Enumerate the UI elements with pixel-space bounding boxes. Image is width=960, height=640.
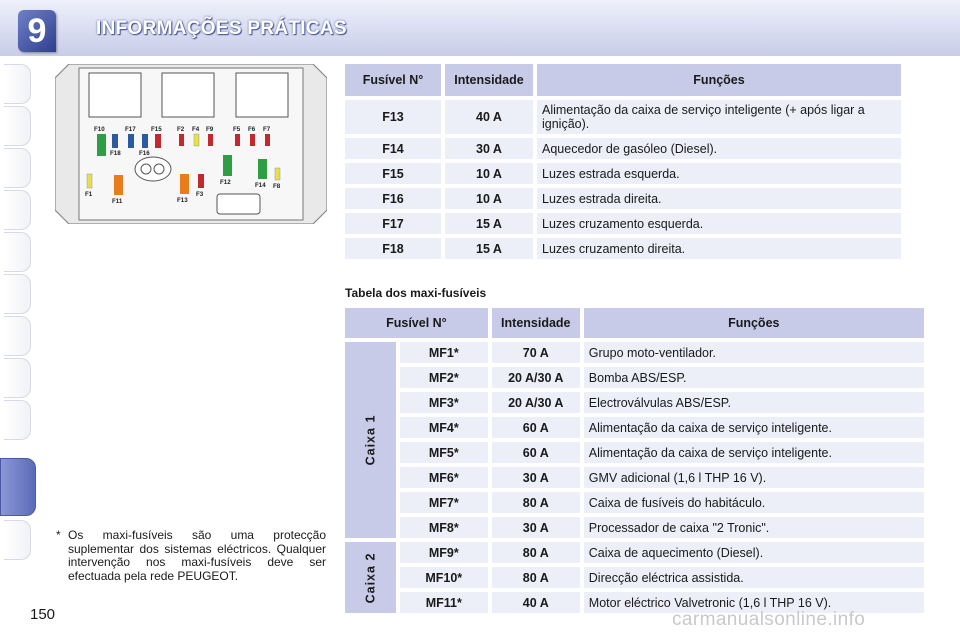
footnote-text: Os maxi-fusíveis são uma protecção suplementar dos sistemas eléctricos. Qualquer intervenção nos maxi-fusíveis deve ser efectuada pela rede PEUGEOT.: [68, 528, 326, 583]
fuse-number: MF1*: [400, 342, 488, 363]
fuse-label-f5: F5: [233, 126, 241, 133]
table-row: [345, 367, 924, 388]
header-bar: [0, 0, 960, 56]
fuse-amperage: 80 A: [492, 567, 580, 588]
fuse-label-f2: F2: [177, 126, 185, 133]
fuse-f5-icon: [235, 134, 240, 146]
box-2-label: Caixa 2: [363, 552, 378, 603]
table-row: [345, 492, 924, 513]
fuse-function: Luzes cruzamento esquerda.: [537, 213, 901, 234]
fuse-label-f13: F13: [177, 197, 188, 204]
fuse-f6-icon: [250, 134, 255, 146]
fuse-label-f1: F1: [85, 191, 93, 198]
fuse-f17-icon: [128, 134, 134, 148]
fuse-function: Motor eléctrico Valvetronic (1,6 l THP 16 V).: [584, 592, 924, 613]
fuse-number: F14: [345, 138, 441, 159]
fuse-number: F15: [345, 163, 441, 184]
fuse-function: GMV adicional (1,6 l THP 16 V).: [584, 467, 924, 488]
fuse-label-f18: F18: [110, 150, 121, 157]
fuse-function: Aquecedor de gasóleo (Diesel).: [537, 138, 901, 159]
fuse-label-f7: F7: [263, 126, 271, 133]
fuse-number: F17: [345, 213, 441, 234]
fuse-f14-icon: [258, 159, 267, 179]
fuse-f7-icon: [265, 134, 270, 146]
table-row: [345, 138, 901, 159]
fuse-number: MF7*: [400, 492, 488, 513]
fuse-amperage: 80 A: [492, 492, 580, 513]
chapter-tab-7[interactable]: [4, 316, 31, 356]
fuse-function: Alimentação da caixa de serviço inteligente (+ após ligar a ignição).: [537, 100, 901, 134]
fuse-function: Alimentação da caixa de serviço inteligente.: [584, 442, 924, 463]
table-row: [345, 238, 901, 259]
fuse-f9-icon: [208, 134, 213, 146]
fuse-f15-icon: [155, 134, 161, 148]
fuse-number: F16: [345, 188, 441, 209]
fuse-function: Caixa de fusíveis do habitáculo.: [584, 492, 924, 513]
fuse-f1-icon: [87, 174, 92, 188]
chapter-tab-5[interactable]: [4, 232, 31, 272]
fuse-amperage: 40 A: [492, 592, 580, 613]
maxi-fuse-table-title: Tabela dos maxi-fusíveis: [345, 286, 487, 300]
fuse-amperage: 30 A: [492, 517, 580, 538]
table-row: [345, 542, 924, 563]
fuse-f11-icon: [114, 175, 123, 195]
table-row: [345, 100, 901, 134]
table-row: [345, 417, 924, 438]
chapter-tab-1[interactable]: [4, 64, 31, 104]
fuse-function: Bomba ABS/ESP.: [584, 367, 924, 388]
chapter-tab-3[interactable]: [4, 148, 31, 188]
fuse-amperage: 20 A/30 A: [492, 392, 580, 413]
table-header-row: [345, 308, 924, 338]
chapter-title: INFORMAÇÕES PRÁTICAS: [96, 18, 347, 39]
fuse-label-f15: F15: [151, 126, 162, 133]
box-1-cell: [345, 342, 396, 538]
column-header: Fusível N°: [345, 308, 488, 338]
fuse-function: Luzes estrada direita.: [537, 188, 901, 209]
box-1-label: Caixa 1: [363, 414, 378, 466]
fuse-number: MF11*: [400, 592, 488, 613]
fuse-amperage: 60 A: [492, 417, 580, 438]
footnote-marker: *: [56, 528, 61, 542]
fuse-label-f14: F14: [255, 182, 266, 189]
fuse-function: Luzes estrada esquerda.: [537, 163, 901, 184]
fuse-label-f16: F16: [139, 150, 150, 157]
chapter-tab-9[interactable]: [4, 400, 31, 440]
page-number: 150: [30, 606, 56, 623]
fuse-function: Processador de caixa "2 Tronic".: [584, 517, 924, 538]
chapter-tab-active[interactable]: [0, 458, 36, 516]
fuse-amperage: 30 A: [492, 467, 580, 488]
fuse-label-f10: F10: [94, 126, 105, 133]
box-2-cell: [345, 542, 396, 613]
fuse-f2-icon: [179, 134, 184, 146]
fuse-label-f11: F11: [112, 198, 123, 205]
table-row: [345, 442, 924, 463]
fuse-amperage: 60 A: [492, 442, 580, 463]
maxi-fuse-table: [341, 304, 928, 617]
column-header: Intensidade: [492, 308, 580, 338]
chapter-tab-2[interactable]: [4, 106, 31, 146]
fuse-number: MF2*: [400, 367, 488, 388]
table-row: [345, 517, 924, 538]
fuse-label-f8: F8: [273, 183, 281, 190]
fuse-function: Alimentação da caixa de serviço inteligente.: [584, 417, 924, 438]
fuse-number: MF8*: [400, 517, 488, 538]
fuse-amperage: 30 A: [445, 138, 533, 159]
watermark: carmanualsonline.info: [672, 609, 866, 630]
fuse-label-f12: F12: [220, 179, 231, 186]
fuse-f8-icon: [275, 168, 280, 180]
table-row: [345, 467, 924, 488]
fuse-function: Direcção eléctrica assistida.: [584, 567, 924, 588]
column-header: Funções: [584, 308, 924, 338]
fuse-number: F13: [345, 100, 441, 134]
fuse-number: F18: [345, 238, 441, 259]
fuse-number: MF5*: [400, 442, 488, 463]
footnote: [56, 529, 326, 583]
fuse-amperage: 20 A/30 A: [492, 367, 580, 388]
chapter-tab-8[interactable]: [4, 358, 31, 398]
chapter-tab-rail: [0, 64, 34, 574]
fuse-f4-icon: [194, 134, 199, 146]
fuse-label-f3: F3: [196, 191, 204, 198]
column-header: Fusível N°: [345, 64, 441, 96]
fuse-function: Luzes cruzamento direita.: [537, 238, 901, 259]
table-row: [345, 188, 901, 209]
chapter-tab-4[interactable]: [4, 190, 31, 230]
fuse-amperage: 70 A: [492, 342, 580, 363]
fuse-function: Caixa de aquecimento (Diesel).: [584, 542, 924, 563]
fuse-f16-icon: [142, 134, 148, 148]
fuse-f13-icon: [180, 174, 189, 194]
column-header: Intensidade: [445, 64, 533, 96]
table-row: [345, 392, 924, 413]
fuse-function: Grupo moto-ventilador.: [584, 342, 924, 363]
fuse-f3-icon: [198, 174, 204, 188]
fuse-amperage: 40 A: [445, 100, 533, 134]
chapter-badge: 9: [18, 10, 56, 52]
fuse-label-f9: F9: [206, 126, 214, 133]
fuse-function: Electroválvulas ABS/ESP.: [584, 392, 924, 413]
table-row: [345, 163, 901, 184]
fuse-table: [341, 60, 905, 263]
fuse-amperage: 15 A: [445, 213, 533, 234]
fuse-f12-icon: [223, 155, 232, 176]
fuse-number: MF9*: [400, 542, 488, 563]
fuse-f10-icon: [97, 134, 106, 156]
fuse-label-f17: F17: [125, 126, 136, 133]
fuse-amperage: 10 A: [445, 188, 533, 209]
fuse-amperage: 15 A: [445, 238, 533, 259]
chapter-tab-11[interactable]: [4, 520, 31, 560]
fuse-label-f6: F6: [248, 126, 256, 133]
table-row: [345, 213, 901, 234]
column-header: Funções: [537, 64, 901, 96]
fuse-f18-icon: [112, 134, 118, 148]
table-row: [345, 342, 924, 363]
fuse-amperage: 80 A: [492, 542, 580, 563]
fuse-label-f4: F4: [192, 126, 200, 133]
chapter-tab-6[interactable]: [4, 274, 31, 314]
fuse-number: MF3*: [400, 392, 488, 413]
fuse-number: MF6*: [400, 467, 488, 488]
fuse-number: MF4*: [400, 417, 488, 438]
fuse-number: MF10*: [400, 567, 488, 588]
table-row: [345, 567, 924, 588]
fuse-amperage: 10 A: [445, 163, 533, 184]
table-header-row: [345, 64, 901, 96]
fuse-box-diagram: [55, 64, 327, 224]
